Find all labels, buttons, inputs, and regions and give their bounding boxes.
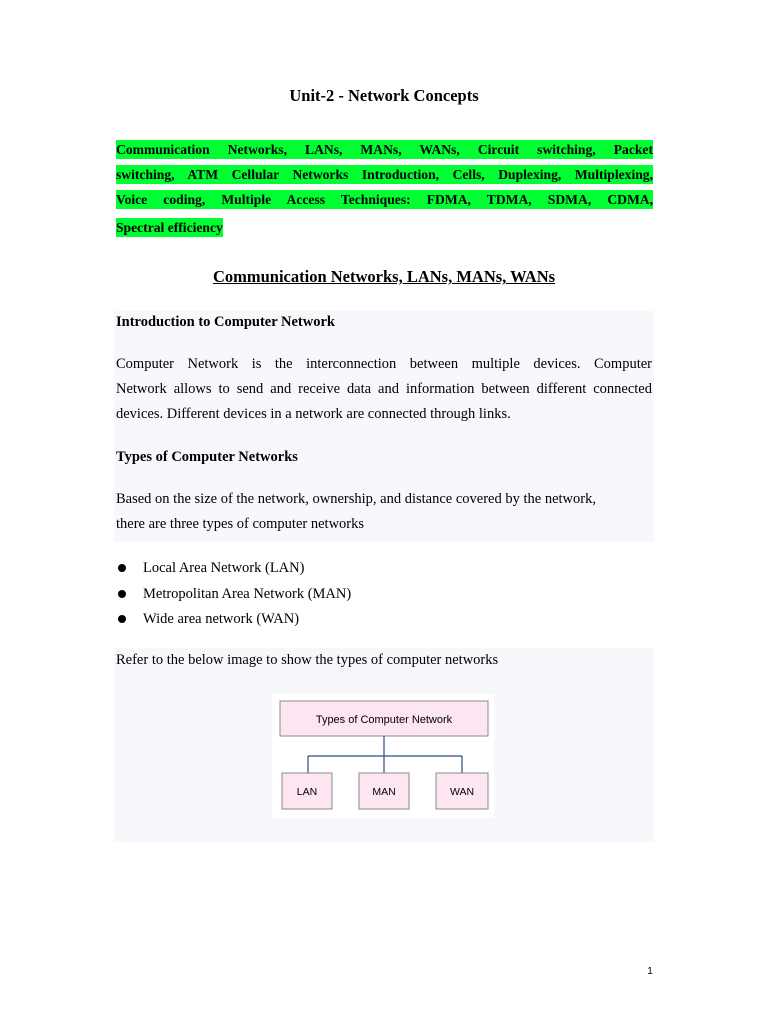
- list-item-label: Local Area Network (LAN): [143, 560, 305, 576]
- bullet-icon: [118, 615, 126, 623]
- intro-heading: Introduction to Computer Network: [116, 314, 335, 330]
- syllabus-highlight: [116, 140, 653, 243]
- diagram-child-label: MAN: [372, 786, 396, 798]
- paragraph-line: Network allows to send and receive data and information between different connected: [116, 381, 652, 397]
- list-item-label: Metropolitan Area Network (MAN): [143, 585, 352, 602]
- refer-paragraph: [116, 648, 652, 673]
- list-item-label: Wide area network (WAN): [143, 611, 300, 627]
- diagram-root-label: Types of Computer Network: [315, 714, 453, 726]
- network-types-list: [116, 556, 652, 633]
- list-item: [116, 582, 652, 608]
- paragraph-line: Refer to the below image to show the types of computer networks: [116, 652, 499, 668]
- diagram-child-label: WAN: [449, 786, 475, 798]
- paragraph-line: Computer Network is the interconnection between multiple devices. Computer: [116, 356, 652, 372]
- document-title: Unit-2 - Network Concepts: [289, 86, 479, 105]
- paragraph-line: devices. Different devices in a network are connected through links.: [116, 406, 511, 422]
- bullet-icon: [118, 590, 126, 598]
- paragraph-line: there are three types of computer networks: [116, 516, 365, 532]
- list-item: [116, 607, 652, 633]
- types-heading: Types of Computer Networks: [116, 449, 298, 465]
- diagram-child-label: LAN: [296, 786, 318, 798]
- syllabus-line: Spectral efficiency: [116, 220, 223, 235]
- syllabus-line: switching, ATM Cellular Networks Introduction, Cells, Duplexing, Multiplexing,: [116, 167, 653, 182]
- syllabus-line: Voice coding, Multiple Access Techniques: FDMA, TDMA, SDMA, CDMA,: [116, 192, 653, 207]
- bullet-icon: [118, 564, 126, 572]
- paragraph-line: Based on the size of the network, ownership, and distance covered by the network,: [116, 491, 596, 507]
- list-item: [116, 556, 652, 582]
- types-paragraph: [116, 487, 652, 537]
- section-heading: Communication Networks, LANs, MANs, WANs: [212, 267, 556, 286]
- page-number: 1: [647, 966, 653, 977]
- network-types-diagram: [272, 694, 494, 818]
- syllabus-line: Communication Networks, LANs, MANs, WANs, Circuit switching, Packet: [116, 142, 653, 157]
- intro-paragraph: [116, 352, 652, 427]
